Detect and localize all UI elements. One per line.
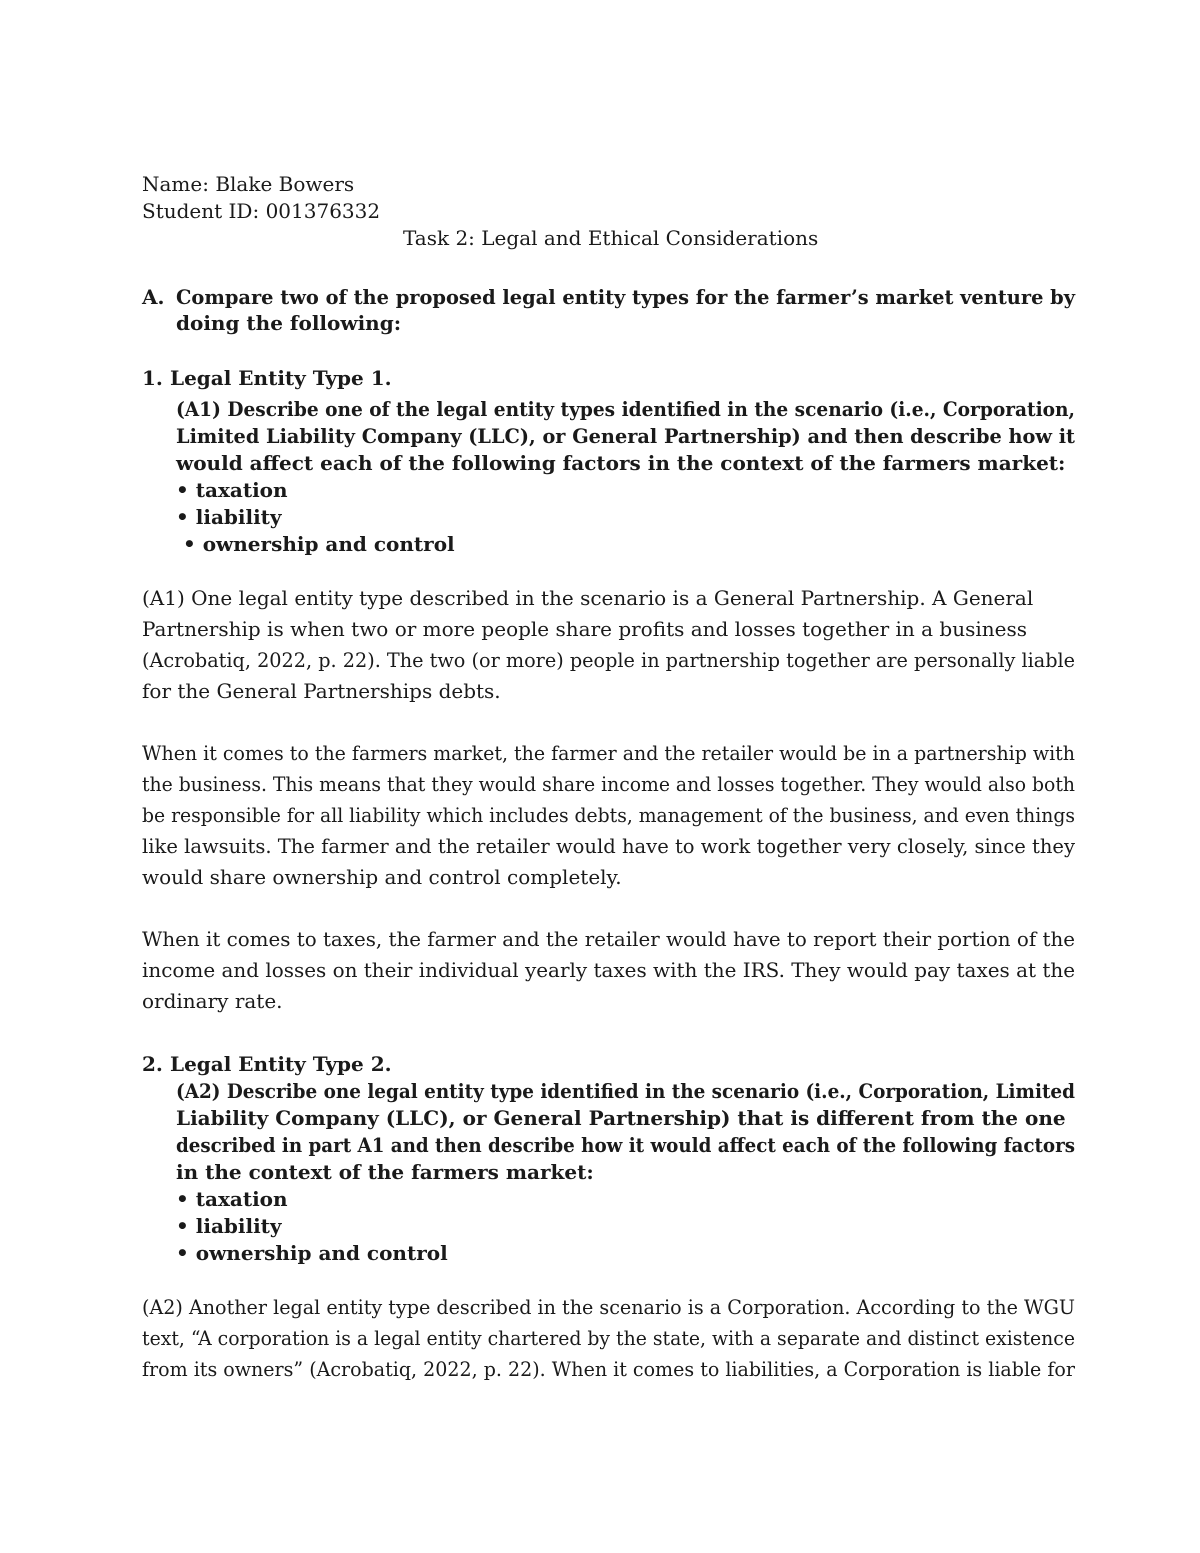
task-title: Task 2: Legal and Ethical Considerations [403, 226, 819, 250]
part1-prompt-line: would affect each of the following factors in the context of the farmers market: [176, 451, 1066, 475]
answer-line: (Acrobatiq, 2022, p. 22). The two (or more) people in partnership together are personally liable [142, 648, 1076, 672]
answer-line: text, “A corporation is a legal entity chartered by the state, with a separate and distinct existence [142, 1326, 1075, 1350]
part1-bullet-taxation: • taxation [176, 478, 288, 502]
answer-line: the business. This means that they would share income and losses together. They would also both [142, 772, 1076, 796]
answer-line: (A1) One legal entity type described in the scenario is a General Partnership. A General [142, 586, 1034, 610]
part2-bullet-taxation: • taxation [176, 1187, 288, 1211]
part1-prompt-line: (A1) Describe one of the legal entity types identified in the scenario (i.e., Corporation, [176, 397, 1075, 421]
part1-heading: Legal Entity Type 1. [170, 366, 392, 390]
answer-line: be responsible for all liability which includes debts, management of the business, and even things [142, 803, 1075, 827]
section-a-marker: A. [142, 285, 165, 309]
part2-prompt-line: in the context of the farmers market: [176, 1160, 594, 1184]
part2-heading: Legal Entity Type 2. [170, 1052, 392, 1076]
answer-line: When it comes to the farmers market, the farmer and the retailer would be in a partnership with [142, 741, 1075, 765]
answer-line: Partnership is when two or more people share profits and losses together in a business [142, 617, 1027, 641]
part2-marker: 2. [142, 1052, 163, 1076]
part1-bullet-liability: • liability [176, 505, 282, 529]
part2-prompt-line: described in part A1 and then describe how it would affect each of the following factors [176, 1133, 1076, 1157]
part2-prompt-line: Liability Company (LLC), or General Partnership) that is different from the one [176, 1106, 1066, 1130]
answer-line: like lawsuits. The farmer and the retailer would have to work together very closely, since they [142, 834, 1076, 858]
part1-bullet-ownership: • ownership and control [176, 532, 455, 556]
student-id: Student ID: 001376332 [142, 199, 381, 223]
part2-bullet-liability: • liability [176, 1214, 282, 1238]
answer-line: When it comes to taxes, the farmer and the retailer would have to report their portion of the [142, 927, 1075, 951]
student-name: Name: Blake Bowers [142, 172, 355, 196]
part1-prompt-line: Limited Liability Company (LLC), or General Partnership) and then describe how it [176, 424, 1075, 448]
answer-line: for the General Partnerships debts. [142, 679, 501, 703]
part2-prompt-line: (A2) Describe one legal entity type identified in the scenario (i.e., Corporation, Limited [176, 1079, 1075, 1103]
part1-marker: 1. [142, 366, 163, 390]
answer-line: ordinary rate. [142, 989, 283, 1013]
answer-line: income and losses on their individual yearly taxes with the IRS. They would pay taxes at the [142, 958, 1076, 982]
answer-line: would share ownership and control completely. [142, 865, 622, 889]
section-a-prompt-line: Compare two of the proposed legal entity types for the farmer’s market venture by [176, 285, 1076, 309]
answer-line: from its owners” (Acrobatiq, 2022, p. 22). When it comes to liabilities, a Corporation is liable for [142, 1357, 1075, 1381]
section-a-prompt-line: doing the following: [176, 311, 402, 335]
answer-line: (A2) Another legal entity type described in the scenario is a Corporation. According to the WGU [142, 1295, 1076, 1319]
part2-bullet-ownership: • ownership and control [176, 1241, 448, 1265]
